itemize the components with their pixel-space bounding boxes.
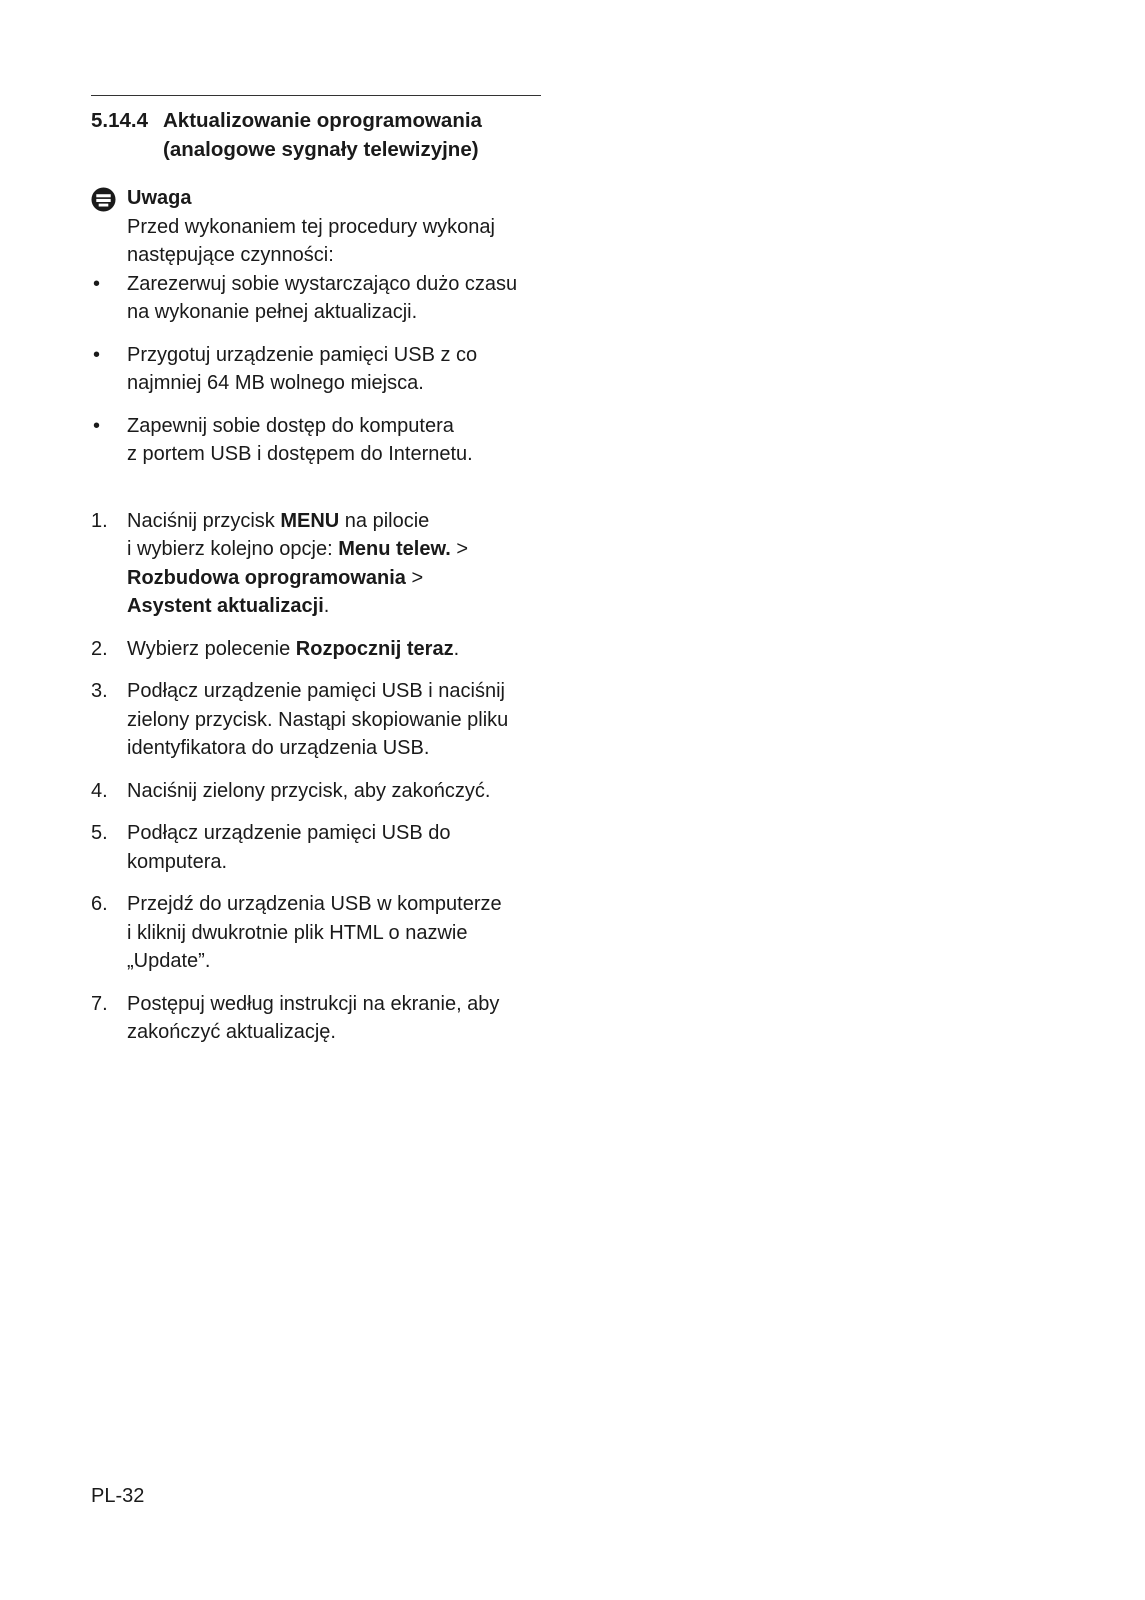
bullet-text: najmniej 64 MB wolnego miejsca. — [127, 372, 424, 394]
section-title-line1: Aktualizowanie oprogramowania — [163, 109, 482, 132]
step-item — [91, 635, 541, 664]
step-item — [91, 507, 541, 621]
step-item — [91, 677, 541, 763]
step-text: Naciśnij przycisk — [127, 509, 281, 532]
step-text: . — [453, 637, 460, 660]
bullet-symbol: • — [93, 343, 101, 366]
steps-list — [91, 507, 541, 1047]
step-text: Wybierz polecenie — [127, 637, 296, 660]
step-text: Podłącz urządzenie pamięci USB do — [127, 822, 451, 844]
bullet-text: Zapewnij sobie dostęp do komputera — [127, 414, 454, 437]
bullet-symbol: • — [93, 414, 101, 437]
section-title-line2: (analogowe sygnały telewizyjne) — [163, 138, 479, 161]
note-box — [91, 184, 541, 469]
step-number: 5. — [91, 822, 108, 844]
note-bullet-list — [91, 270, 541, 469]
step-text: zielony przycisk. Nastąpi skopiowanie pliku — [127, 708, 509, 731]
note-intro — [91, 213, 541, 270]
step-keyword: MENU — [280, 509, 340, 532]
bullet-text: z portem USB i dostępem do Internetu. — [127, 443, 473, 465]
step-text: komputera. — [127, 850, 228, 873]
step-text: Podłącz urządzenie pamięci USB i naciśnij — [127, 680, 505, 702]
step-keyword: Asystent aktualizacji — [127, 595, 324, 617]
step-number: 4. — [91, 779, 108, 802]
section-heading — [91, 106, 541, 164]
step-text: > — [450, 538, 469, 560]
step-keyword: Rozbudowa oprogramowania — [127, 566, 406, 589]
step-text: > — [405, 566, 424, 589]
step-text: i wybierz kolejno opcje: — [127, 538, 339, 560]
step-item — [91, 990, 541, 1047]
bullet-item — [91, 341, 541, 398]
page-number: PL-32 — [91, 1485, 145, 1507]
note-intro-line2: następujące czynności: — [127, 244, 334, 266]
bullet-symbol: • — [93, 272, 101, 295]
step-item — [91, 890, 541, 976]
note-intro-line1: Przed wykonaniem tej procedury wykonaj — [127, 215, 495, 238]
step-keyword: Menu telew. — [338, 538, 451, 560]
step-number: 1. — [91, 509, 108, 532]
step-item — [91, 819, 541, 876]
step-text: identyfikatora do urządzenia USB. — [127, 737, 430, 759]
top-rule — [91, 95, 541, 96]
step-text: Naciśnij zielony przycisk, aby zakończyć. — [127, 779, 491, 802]
bullet-text: na wykonanie pełnej aktualizacji. — [127, 301, 418, 323]
step-number: 3. — [91, 680, 108, 702]
step-text: Przejdź do urządzenia USB w komputerze — [127, 893, 502, 915]
bullet-item — [91, 270, 541, 327]
step-text: Postępuj według instrukcji na ekranie, aby — [127, 992, 500, 1015]
step-text: zakończyć aktualizację. — [127, 1021, 336, 1043]
step-text: na pilocie — [339, 509, 430, 532]
page-content — [91, 95, 541, 1061]
step-keyword: Rozpocznij teraz — [295, 637, 454, 660]
note-title-row — [91, 184, 541, 213]
note-title: Uwaga — [127, 187, 192, 209]
step-number: 7. — [91, 992, 108, 1015]
step-number: 6. — [91, 893, 108, 915]
step-item — [91, 777, 541, 806]
bullet-text: Zarezerwuj sobie wystarczająco dużo czasu — [127, 272, 518, 295]
step-text: . — [323, 595, 330, 617]
step-text: „Update”. — [127, 950, 211, 972]
section-number: 5.14.4 — [91, 109, 148, 132]
note-icon — [91, 187, 116, 212]
step-number: 2. — [91, 637, 108, 660]
step-text: i kliknij dwukrotnie plik HTML o nazwie — [127, 921, 468, 944]
bullet-text: Przygotuj urządzenie pamięci USB z co — [127, 343, 478, 366]
bullet-item — [91, 412, 541, 469]
